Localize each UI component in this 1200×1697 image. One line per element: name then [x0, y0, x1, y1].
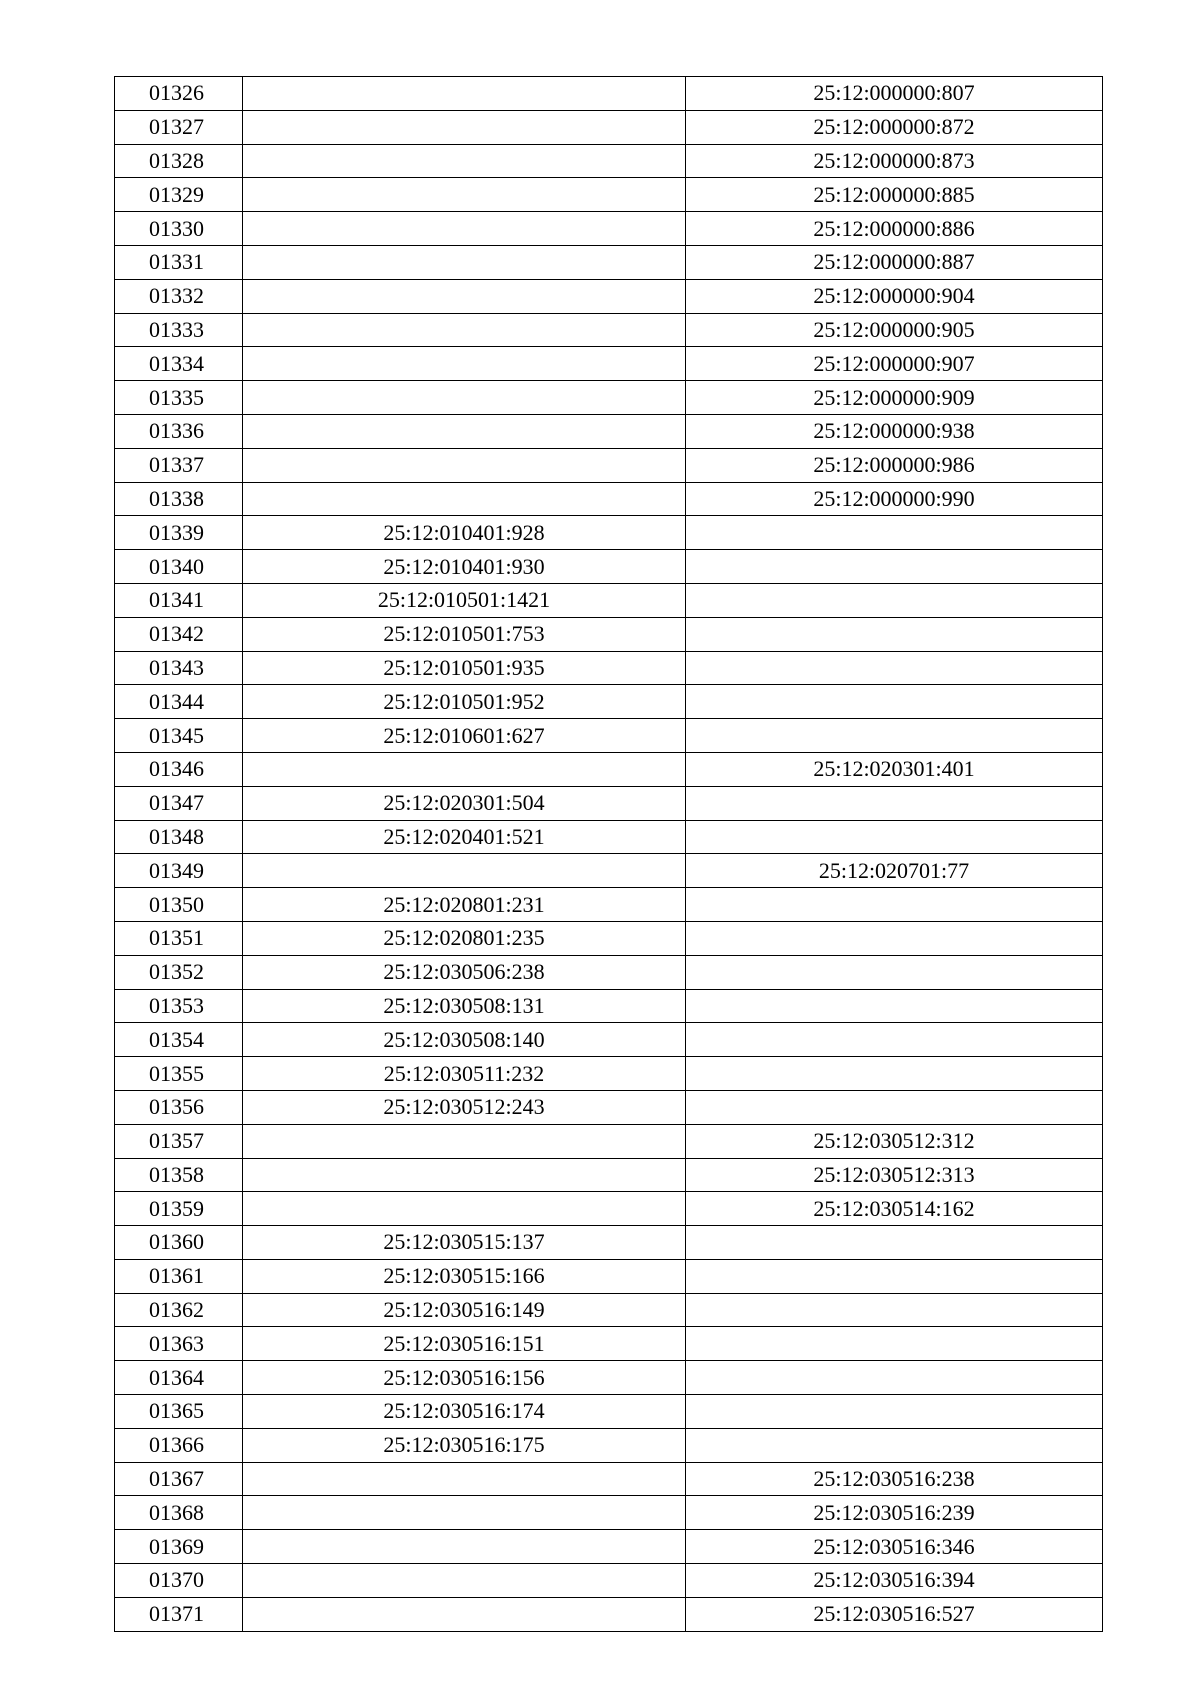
cadastral-number-cell-a	[243, 245, 686, 279]
cadastral-number-cell-b: 25:12:030516:239	[686, 1496, 1103, 1530]
row-number-cell: 01360	[115, 1226, 243, 1260]
cadastral-number-cell-a	[243, 1530, 686, 1564]
cadastral-number-cell-b	[686, 888, 1103, 922]
cadastral-number-cell-b	[686, 516, 1103, 550]
cadastral-number-cell-b	[686, 955, 1103, 989]
table-row	[115, 1428, 1103, 1462]
table-row	[115, 854, 1103, 888]
cadastral-number-cell-a: 25:12:030508:140	[243, 1023, 686, 1057]
row-number-cell: 01341	[115, 583, 243, 617]
cadastral-number-cell-a: 25:12:010501:1421	[243, 583, 686, 617]
table-row	[115, 1361, 1103, 1395]
cadastral-number-cell-a	[243, 482, 686, 516]
row-number-cell: 01359	[115, 1192, 243, 1226]
table-row	[115, 1395, 1103, 1429]
row-number-cell: 01328	[115, 144, 243, 178]
cadastral-number-cell-b: 25:12:020301:401	[686, 752, 1103, 786]
row-number-cell: 01352	[115, 955, 243, 989]
cadastral-number-cell-b: 25:12:030512:312	[686, 1124, 1103, 1158]
table-row	[115, 989, 1103, 1023]
table-row	[115, 279, 1103, 313]
row-number-cell: 01367	[115, 1462, 243, 1496]
cadastral-number-cell-b	[686, 1361, 1103, 1395]
row-number-cell: 01344	[115, 685, 243, 719]
cadastral-number-cell-b: 25:12:000000:904	[686, 279, 1103, 313]
table-row	[115, 347, 1103, 381]
table-row	[115, 212, 1103, 246]
row-number-cell: 01353	[115, 989, 243, 1023]
cadastral-number-cell-b	[686, 1090, 1103, 1124]
cadastral-number-cell-a: 25:12:010601:627	[243, 719, 686, 753]
cadastral-number-cell-b	[686, 550, 1103, 584]
row-number-cell: 01343	[115, 651, 243, 685]
cadastral-number-cell-b: 25:12:030516:238	[686, 1462, 1103, 1496]
cadastral-number-cell-a	[243, 279, 686, 313]
row-number-cell: 01347	[115, 786, 243, 820]
table-row	[115, 888, 1103, 922]
row-number-cell: 01362	[115, 1293, 243, 1327]
row-number-cell: 01365	[115, 1395, 243, 1429]
row-number-cell: 01329	[115, 178, 243, 212]
cadastral-number-cell-a: 25:12:030515:166	[243, 1259, 686, 1293]
cadastral-number-cell-a: 25:12:010501:952	[243, 685, 686, 719]
table-row	[115, 77, 1103, 111]
table-body	[115, 77, 1103, 1632]
table-row	[115, 482, 1103, 516]
table-row	[115, 1462, 1103, 1496]
cadastral-number-cell-a	[243, 110, 686, 144]
row-number-cell: 01346	[115, 752, 243, 786]
cadastral-number-cell-b: 25:12:000000:986	[686, 448, 1103, 482]
cadastral-number-cell-b	[686, 921, 1103, 955]
cadastral-number-cell-a: 25:12:010401:928	[243, 516, 686, 550]
cadastral-number-cell-b: 25:12:000000:807	[686, 77, 1103, 111]
row-number-cell: 01345	[115, 719, 243, 753]
cadastral-number-cell-a	[243, 854, 686, 888]
cadastral-number-cell-a: 25:12:030516:151	[243, 1327, 686, 1361]
table-row	[115, 685, 1103, 719]
table-row	[115, 719, 1103, 753]
cadastral-number-cell-b: 25:12:000000:909	[686, 381, 1103, 415]
cadastral-number-cell-b: 25:12:000000:905	[686, 313, 1103, 347]
cadastral-number-cell-b: 25:12:000000:907	[686, 347, 1103, 381]
table-row	[115, 1327, 1103, 1361]
table-row	[115, 1530, 1103, 1564]
table-row	[115, 1564, 1103, 1598]
cadastral-number-cell-b	[686, 617, 1103, 651]
cadastral-number-cell-b: 25:12:000000:873	[686, 144, 1103, 178]
cadastral-number-cell-b: 25:12:030512:313	[686, 1158, 1103, 1192]
table-row	[115, 1259, 1103, 1293]
cadastral-number-cell-b	[686, 1327, 1103, 1361]
table-row	[115, 178, 1103, 212]
row-number-cell: 01340	[115, 550, 243, 584]
cadastral-number-cell-b	[686, 1226, 1103, 1260]
row-number-cell: 01371	[115, 1597, 243, 1631]
table-row	[115, 144, 1103, 178]
cadastral-number-cell-b: 25:12:000000:886	[686, 212, 1103, 246]
cadastral-number-cell-a: 25:12:030511:232	[243, 1057, 686, 1091]
cadastral-number-cell-a	[243, 1124, 686, 1158]
cadastral-number-cell-b: 25:12:030516:346	[686, 1530, 1103, 1564]
cadastral-number-cell-b: 25:12:030516:527	[686, 1597, 1103, 1631]
cadastral-number-cell-b: 25:12:000000:938	[686, 414, 1103, 448]
table-row	[115, 820, 1103, 854]
table-row	[115, 1158, 1103, 1192]
row-number-cell: 01336	[115, 414, 243, 448]
row-number-cell: 01327	[115, 110, 243, 144]
cadastral-number-cell-a	[243, 313, 686, 347]
row-number-cell: 01334	[115, 347, 243, 381]
row-number-cell: 01357	[115, 1124, 243, 1158]
cadastral-number-cell-b: 25:12:030514:162	[686, 1192, 1103, 1226]
cadastral-number-cell-b: 25:12:000000:887	[686, 245, 1103, 279]
cadastral-number-cell-b	[686, 1293, 1103, 1327]
cadastral-number-cell-a	[243, 212, 686, 246]
row-number-cell: 01358	[115, 1158, 243, 1192]
row-number-cell: 01333	[115, 313, 243, 347]
row-number-cell: 01331	[115, 245, 243, 279]
table-row	[115, 1496, 1103, 1530]
cadastral-number-cell-a: 25:12:020801:235	[243, 921, 686, 955]
table-row	[115, 1124, 1103, 1158]
table-row	[115, 1057, 1103, 1091]
table-row	[115, 245, 1103, 279]
table-row	[115, 550, 1103, 584]
cadastral-number-cell-a	[243, 414, 686, 448]
cadastral-number-cell-b	[686, 1259, 1103, 1293]
table-row	[115, 1293, 1103, 1327]
cadastral-number-cell-a	[243, 144, 686, 178]
row-number-cell: 01351	[115, 921, 243, 955]
cadastral-number-cell-a: 25:12:010501:753	[243, 617, 686, 651]
row-number-cell: 01326	[115, 77, 243, 111]
table-row	[115, 752, 1103, 786]
cadastral-number-cell-a	[243, 1462, 686, 1496]
row-number-cell: 01369	[115, 1530, 243, 1564]
cadastral-number-cell-a: 25:12:030512:243	[243, 1090, 686, 1124]
table-row	[115, 583, 1103, 617]
row-number-cell: 01361	[115, 1259, 243, 1293]
cadastral-number-cell-a	[243, 1597, 686, 1631]
cadastral-number-cell-a: 25:12:020401:521	[243, 820, 686, 854]
table-row	[115, 786, 1103, 820]
row-number-cell: 01338	[115, 482, 243, 516]
cadastral-number-cell-a: 25:12:030516:174	[243, 1395, 686, 1429]
row-number-cell: 01348	[115, 820, 243, 854]
cadastral-number-cell-a	[243, 1564, 686, 1598]
cadastral-number-cell-b	[686, 685, 1103, 719]
row-number-cell: 01335	[115, 381, 243, 415]
cadastral-number-cell-a: 25:12:020801:231	[243, 888, 686, 922]
row-number-cell: 01332	[115, 279, 243, 313]
cadastral-number-cell-a: 25:12:030516:149	[243, 1293, 686, 1327]
table-row	[115, 1192, 1103, 1226]
cadastral-number-cell-a	[243, 1158, 686, 1192]
cadastral-number-cell-a: 25:12:010501:935	[243, 651, 686, 685]
cadastral-number-cell-b	[686, 719, 1103, 753]
row-number-cell: 01355	[115, 1057, 243, 1091]
cadastral-number-cell-a	[243, 381, 686, 415]
row-number-cell: 01370	[115, 1564, 243, 1598]
table-row	[115, 651, 1103, 685]
cadastral-number-cell-b	[686, 1428, 1103, 1462]
row-number-cell: 01342	[115, 617, 243, 651]
table-row	[115, 955, 1103, 989]
cadastral-number-cell-a	[243, 347, 686, 381]
cadastral-number-cell-a: 25:12:030506:238	[243, 955, 686, 989]
cadastral-number-cell-b	[686, 820, 1103, 854]
cadastral-number-cell-a: 25:12:030508:131	[243, 989, 686, 1023]
table-row	[115, 110, 1103, 144]
row-number-cell: 01356	[115, 1090, 243, 1124]
cadastral-number-cell-b: 25:12:030516:394	[686, 1564, 1103, 1598]
row-number-cell: 01366	[115, 1428, 243, 1462]
cadastral-number-cell-a: 25:12:030516:156	[243, 1361, 686, 1395]
table-row	[115, 448, 1103, 482]
cadastral-number-cell-a: 25:12:030516:175	[243, 1428, 686, 1462]
cadastral-number-cell-a	[243, 1192, 686, 1226]
cadastral-number-cell-a	[243, 178, 686, 212]
cadastral-number-cell-a	[243, 752, 686, 786]
row-number-cell: 01364	[115, 1361, 243, 1395]
cadastral-number-cell-b: 25:12:000000:872	[686, 110, 1103, 144]
cadastral-number-cell-a: 25:12:010401:930	[243, 550, 686, 584]
table-row	[115, 1023, 1103, 1057]
cadastral-number-cell-b: 25:12:000000:990	[686, 482, 1103, 516]
row-number-cell: 01339	[115, 516, 243, 550]
table-row	[115, 414, 1103, 448]
row-number-cell: 01337	[115, 448, 243, 482]
table-row	[115, 617, 1103, 651]
cadastral-number-cell-b	[686, 651, 1103, 685]
row-number-cell: 01350	[115, 888, 243, 922]
table-row	[115, 1597, 1103, 1631]
cadastral-number-table	[114, 76, 1103, 1632]
cadastral-number-cell-a	[243, 1496, 686, 1530]
row-number-cell: 01363	[115, 1327, 243, 1361]
cadastral-number-cell-b	[686, 1023, 1103, 1057]
row-number-cell: 01354	[115, 1023, 243, 1057]
cadastral-number-cell-b: 25:12:000000:885	[686, 178, 1103, 212]
table-row	[115, 381, 1103, 415]
cadastral-number-cell-b: 25:12:020701:77	[686, 854, 1103, 888]
table-row	[115, 516, 1103, 550]
table-row	[115, 1226, 1103, 1260]
table-row	[115, 1090, 1103, 1124]
cadastral-number-cell-a	[243, 77, 686, 111]
cadastral-number-cell-a: 25:12:020301:504	[243, 786, 686, 820]
cadastral-number-cell-a	[243, 448, 686, 482]
cadastral-number-cell-b	[686, 1057, 1103, 1091]
cadastral-number-cell-b	[686, 786, 1103, 820]
cadastral-number-cell-b	[686, 989, 1103, 1023]
table-row	[115, 921, 1103, 955]
row-number-cell: 01349	[115, 854, 243, 888]
cadastral-number-cell-a: 25:12:030515:137	[243, 1226, 686, 1260]
row-number-cell: 01368	[115, 1496, 243, 1530]
table-row	[115, 313, 1103, 347]
cadastral-number-cell-b	[686, 1395, 1103, 1429]
cadastral-number-cell-b	[686, 583, 1103, 617]
row-number-cell: 01330	[115, 212, 243, 246]
